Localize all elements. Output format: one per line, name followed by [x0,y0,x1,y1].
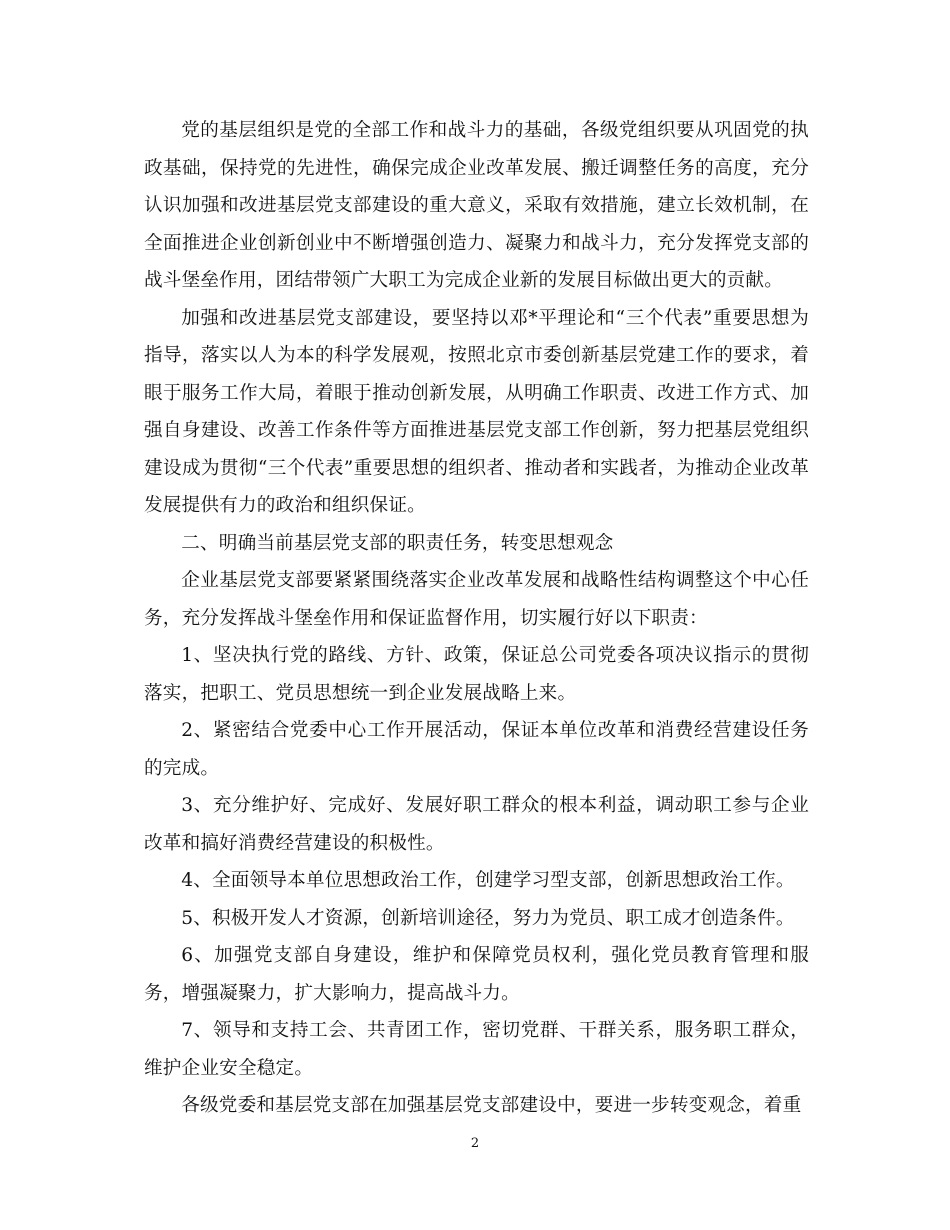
list-item-5: 5、积极开发人才资源，创新培训途径，努力为党员、职工成才创造条件。 [181,907,795,929]
paragraph-4: 各级党委和基层党支部在加强基层党支部建设中，要进一步转变观念，着重 [181,1095,802,1116]
paragraph-2: 加强和改进基层党支部建设，要坚持以邓*平理论和“三个代表”重要思想为指导，落实以人为本的科学发展观，按照北京市委创新基层党建工作的要求，着眼于服务工作大局，着眼于推动创新发展，从明确工作职责、改进工作方式、加强自身建设、改善工作条件等方面推进基层党支部工作创新，努力把基层党组织建设成为贯彻“三个代表”重要思想的组织者、推动者和实践者，为推动企业改革发展提供有力的政治和组织保证。 [144,307,809,516]
paragraph-1: 党的基层组织是党的全部工作和战斗力的基础，各级党组织要从巩固党的执政基础，保持党的先进性，确保完成企业改革发展、搬迁调整任务的高度，充分认识加强和改进基层党支部建设的重大意义，采取有效措施，建立长效机制，在全面推进企业创新创业中不断增强创造力、凝聚力和战斗力，充分发挥党支部的战斗堡垒作用，团结带领广大职工为完成企业新的发展目标做出更大的贡献。 [144,120,809,291]
list-item-7: 7、领导和支持工会、共青团工作，密切党群、干群关系，服务职工群众，维护企业安全稳定。 [144,1020,809,1079]
paragraph-3: 企业基层党支部要紧紧围绕落实企业改革发展和战略性结构调整这个中心任务，充分发挥战斗堡垒作用和保证监督作用，切实履行好以下职责： [144,570,809,629]
list-item-6: 6、加强党支部自身建设，维护和保障党员权利，强化党员教育管理和服务，增强凝聚力，扩大影响力，提高战斗力。 [144,945,809,1004]
section-heading-2: 二、明确当前基层党支部的职责任务，转变思想观念 [181,532,614,554]
list-item-4: 4、全面领导本单位思想政治工作，创建学习型支部，创新思想政治工作。 [181,870,795,891]
list-item-2: 2、紧密结合党委中心工作开展活动，保证本单位改革和消费经营建设任务的完成。 [144,720,809,779]
page-number: 2 [470,1136,480,1151]
list-item-3: 3、充分维护好、完成好、发展好职工群众的根本利益，调动职工参与企业改革和搞好消费经营建设的积极性。 [144,795,809,854]
document-body [144,112,809,1125]
list-item-1: 1、坚决执行党的路线、方针、政策，保证总公司党委各项决议指示的贯彻落实，把职工、党员思想统一到企业发展战略上来。 [144,645,809,704]
